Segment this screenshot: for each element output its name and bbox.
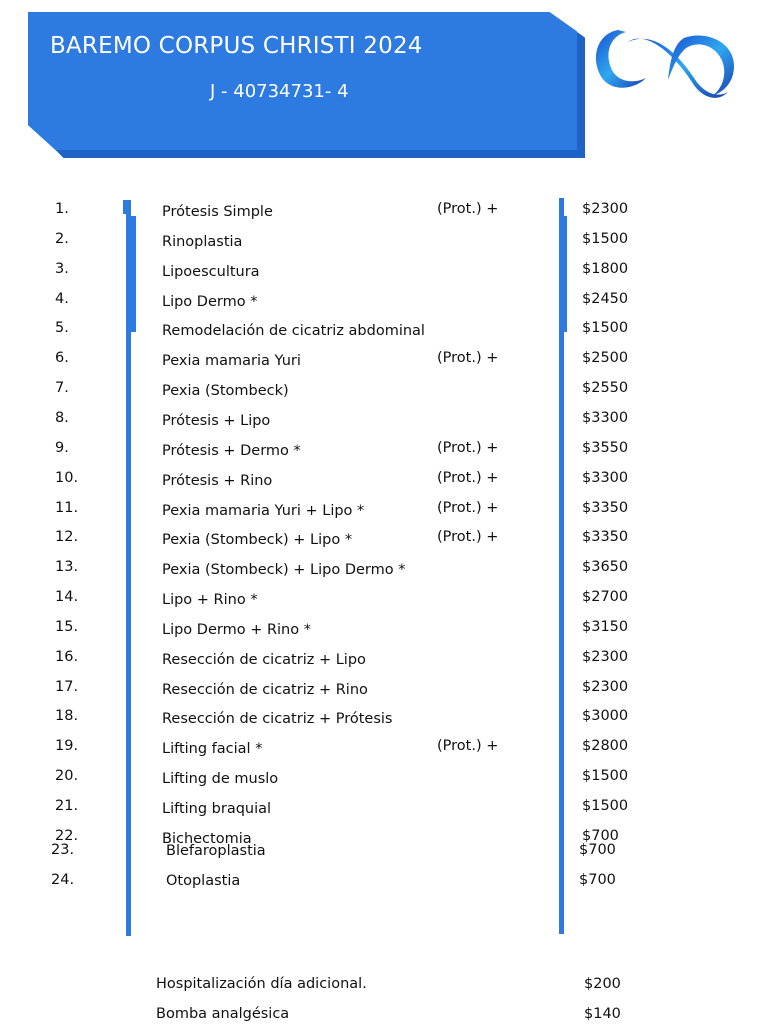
procedure-name: Prótesis + Lipo (162, 412, 271, 429)
procedure-number: 22. (55, 827, 79, 844)
procedure-row (0, 261, 768, 281)
extra-item (0, 976, 768, 996)
procedure-name: Lipo Dermo + Rino * (162, 621, 311, 638)
procedure-name: Lipo + Rino * (162, 592, 258, 609)
procedure-name: Resección de cicatriz + Rino (162, 681, 368, 698)
procedure-row (0, 589, 768, 609)
procedure-name: Pexia (Stombeck) + Lipo Dermo * (162, 562, 406, 579)
rif-number: J - 40734731- 4 (210, 81, 349, 102)
page-title: BAREMO CORPUS CHRISTI 2024 (50, 33, 423, 59)
procedure-price: $700 (582, 827, 619, 844)
procedure-name: Lifting de muslo (162, 771, 279, 788)
procedure-number: 13. (55, 559, 79, 576)
procedure-name: Lipo Dermo * (162, 293, 258, 310)
procedure-row (0, 679, 768, 699)
procedure-name: Lifting facial * (162, 741, 263, 758)
procedure-price: $1800 (582, 260, 629, 277)
procedure-row (0, 559, 768, 579)
procedure-name: Pexia mamaria Yuri + Lipo * (162, 502, 365, 519)
extra-price: $140 (584, 1006, 621, 1022)
procedure-name: Pexia (Stombeck) + Lipo * (162, 532, 353, 549)
procedure-name: Pexia (Stombeck) (162, 383, 289, 400)
procedure-row (0, 350, 768, 370)
extra-item (0, 1006, 768, 1026)
procedure-number: 18. (55, 708, 79, 725)
procedure-number: 4. (55, 290, 69, 307)
procedure-price: $2300 (582, 678, 629, 695)
procedure-row (0, 410, 768, 430)
procedure-price: $1500 (582, 798, 629, 814)
extra-price: $200 (584, 976, 621, 992)
procedure-number: 3. (55, 260, 69, 277)
procedure-number: 1. (55, 201, 69, 217)
procedure-note: (Prot.) + (437, 499, 499, 516)
procedure-row (0, 500, 768, 520)
procedure-row (0, 708, 768, 728)
procedure-name: Otoplastia (166, 873, 241, 889)
procedure-price: $1500 (582, 768, 629, 785)
procedure-price: $2500 (582, 350, 629, 367)
procedure-price: $3000 (582, 708, 629, 725)
procedure-row (0, 320, 768, 340)
procedure-number: 21. (55, 798, 79, 814)
procedure-price: $3300 (582, 469, 629, 486)
procedure-number: 10. (55, 469, 79, 486)
procedure-name: Remodelación de cicatriz abdominal (162, 323, 425, 340)
procedure-price: $3350 (582, 499, 629, 516)
procedure-price: $3550 (582, 439, 629, 456)
procedure-price: $2300 (582, 201, 629, 217)
procedure-row (0, 380, 768, 400)
procedure-note: (Prot.) + (437, 738, 499, 755)
procedure-name: Rinoplastia (162, 233, 243, 250)
procedure-price: $700 (579, 842, 616, 858)
procedure-number: 2. (55, 230, 69, 247)
procedure-number: 8. (55, 409, 69, 426)
procedure-name: Lifting braquial (162, 801, 272, 817)
procedure-number: 7. (55, 380, 69, 397)
procedure-name: Prótesis + Dermo * (162, 442, 301, 459)
procedure-name: Resección de cicatriz + Prótesis (162, 711, 393, 728)
procedure-price: $3650 (582, 559, 629, 576)
procedure-number: 19. (55, 738, 79, 755)
procedure-price: $1500 (582, 230, 629, 247)
extra-label: Bomba analgésica (156, 1006, 290, 1022)
procedure-price: $3150 (582, 618, 629, 635)
procedure-row (0, 768, 768, 788)
procedure-name: Lipoescultura (162, 263, 260, 280)
procedure-note: (Prot.) + (437, 439, 499, 456)
procedure-number: 6. (55, 350, 69, 367)
procedure-note: (Prot.) + (437, 201, 499, 217)
procedure-number: 17. (55, 678, 79, 695)
procedure-row (0, 529, 768, 549)
procedure-row (0, 470, 768, 490)
procedure-price: $2550 (582, 380, 629, 397)
procedure-price: $2450 (582, 290, 629, 307)
procedure-number: 12. (55, 529, 79, 546)
procedure-number: 9. (55, 439, 69, 456)
procedure-number: 20. (55, 768, 79, 785)
procedure-number: 23. (51, 842, 75, 858)
extra-label: Hospitalización día adicional. (156, 976, 367, 992)
procedure-price: $2800 (582, 738, 629, 755)
procedure-row (0, 291, 768, 311)
procedure-note: (Prot.) + (437, 350, 499, 367)
procedure-number: 14. (55, 589, 79, 606)
procedure-price: $3300 (582, 409, 629, 426)
procedure-price: $2700 (582, 589, 629, 606)
procedure-name: Prótesis Simple (162, 204, 273, 220)
procedure-name: Resección de cicatriz + Lipo (162, 651, 366, 668)
procedure-price: $700 (579, 872, 616, 888)
procedure-name: Bichectomia (162, 830, 252, 847)
procedure-price: $3350 (582, 529, 629, 546)
procedure-price: $1500 (582, 320, 629, 337)
procedure-name: Blefaroplastia (166, 843, 266, 859)
procedure-row (0, 798, 768, 818)
procedure-number: 16. (55, 648, 79, 665)
procedure-row (0, 872, 768, 892)
procedure-note: (Prot.) + (437, 469, 499, 486)
infinity-swoosh-logo-icon (588, 20, 738, 108)
procedure-row (0, 738, 768, 758)
procedure-note: (Prot.) + (437, 529, 499, 546)
procedure-number: 24. (51, 872, 75, 888)
procedure-row (0, 201, 768, 221)
procedure-row (0, 649, 768, 669)
procedure-row (0, 231, 768, 251)
procedure-row (0, 842, 768, 862)
procedure-number: 11. (55, 499, 79, 516)
procedure-row (0, 440, 768, 460)
procedure-row (0, 619, 768, 639)
procedure-price: $2300 (582, 648, 629, 665)
procedure-name: Prótesis + Rino (162, 472, 273, 489)
procedure-number: 15. (55, 618, 79, 635)
procedure-name: Pexia mamaria Yuri (162, 353, 301, 370)
procedure-number: 5. (55, 320, 69, 337)
